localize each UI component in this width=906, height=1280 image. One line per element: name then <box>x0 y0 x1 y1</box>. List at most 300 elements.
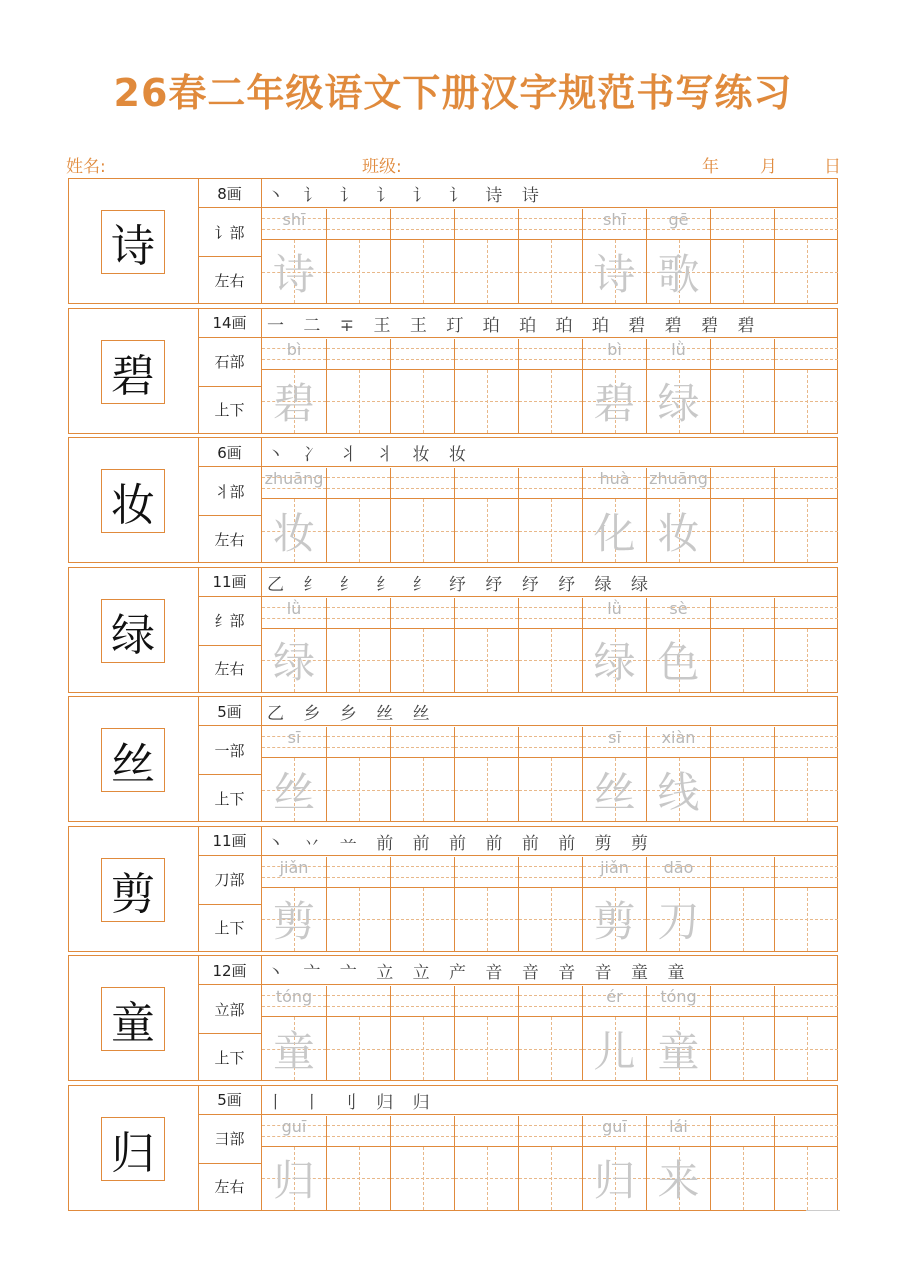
pinyin-text: bì <box>607 339 622 359</box>
tian-grid <box>262 1016 326 1080</box>
writing-cell[interactable] <box>518 986 582 1080</box>
writing-cell[interactable] <box>582 986 646 1080</box>
stroke-order: 丶 冫 丬 丬 妆 妆 <box>267 445 474 465</box>
writing-cell[interactable] <box>454 986 518 1080</box>
trace-character: 化 <box>593 508 636 558</box>
pinyin-text: shī <box>282 210 306 229</box>
tian-grid <box>647 1146 710 1210</box>
pinyin-guide <box>711 598 774 628</box>
writing-cell[interactable] <box>774 1116 838 1210</box>
pinyin-guide <box>327 598 390 628</box>
writing-cells <box>262 598 837 692</box>
pinyin-guide <box>262 468 326 498</box>
pinyin-text: sè <box>669 598 688 618</box>
writing-cell[interactable] <box>646 727 710 821</box>
tian-grid <box>262 1146 326 1210</box>
trace-character <box>327 1017 390 1080</box>
model-character: 诗 <box>101 210 165 274</box>
pinyin-guide <box>391 598 454 628</box>
char-block <box>68 308 838 434</box>
tian-grid <box>327 498 390 562</box>
pinyin-text: huà <box>599 469 630 488</box>
stroke-order: 乙 乡 乡 丝 丝 <box>267 704 437 724</box>
structure: 左右 <box>214 1178 245 1196</box>
pinyin-guide <box>519 209 582 239</box>
pinyin-guide <box>775 1116 838 1146</box>
stroke-count: 5画 <box>217 702 242 721</box>
writing-cell[interactable] <box>390 468 454 562</box>
stroke-count: 12画 <box>212 961 247 980</box>
trace-character: 妆 <box>272 508 315 558</box>
tian-grid <box>647 369 710 433</box>
writing-cells <box>262 727 837 821</box>
writing-cell[interactable] <box>518 1116 582 1210</box>
char-block <box>68 178 838 304</box>
pinyin-guide <box>391 1116 454 1146</box>
writing-cell[interactable] <box>518 339 582 433</box>
writing-cell[interactable] <box>262 1116 326 1210</box>
writing-cell[interactable] <box>710 727 774 821</box>
writing-cell[interactable] <box>710 857 774 951</box>
radical: 彐部 <box>214 1130 245 1148</box>
pinyin-guide <box>327 986 390 1016</box>
pinyin-guide <box>647 339 710 369</box>
writing-cells <box>262 986 837 1080</box>
char-block <box>68 955 838 1081</box>
trace-character <box>455 240 518 303</box>
writing-cell[interactable] <box>710 1116 774 1210</box>
pinyin-text: shī <box>603 210 626 229</box>
pinyin-guide <box>262 986 326 1016</box>
pinyin-guide <box>262 1116 326 1146</box>
divider <box>198 1114 837 1115</box>
pinyin-guide <box>455 209 518 239</box>
writing-cell[interactable] <box>326 727 390 821</box>
pinyin-guide <box>455 598 518 628</box>
pinyin-guide <box>262 727 326 757</box>
tian-grid <box>327 887 390 951</box>
tian-grid <box>647 887 710 951</box>
tian-grid <box>327 1146 390 1210</box>
trace-character: 诗 <box>593 249 636 299</box>
pinyin-guide <box>775 727 838 757</box>
radical: 刀部 <box>214 871 245 889</box>
tian-grid <box>775 1146 838 1210</box>
writing-cell[interactable] <box>774 209 838 303</box>
structure: 上下 <box>214 1048 245 1067</box>
writing-cell[interactable] <box>262 857 326 951</box>
trace-character: 碧 <box>593 379 636 428</box>
radical: 一部 <box>214 741 245 760</box>
trace-character <box>455 888 518 951</box>
writing-cell[interactable] <box>326 468 390 562</box>
writing-cell[interactable] <box>582 339 646 433</box>
pinyin-guide <box>391 339 454 369</box>
pinyin-guide <box>775 986 838 1016</box>
writing-cells <box>262 468 837 562</box>
trace-character: 刀 <box>657 897 700 946</box>
tian-grid <box>391 498 454 562</box>
char-block <box>68 567 838 693</box>
pinyin-guide <box>391 727 454 757</box>
pinyin-guide <box>647 598 710 628</box>
structure: 左右 <box>214 271 245 290</box>
trace-character <box>519 1017 582 1080</box>
trace-character: 丝 <box>272 767 315 817</box>
tian-grid <box>327 369 390 433</box>
pinyin-guide <box>583 468 646 498</box>
writing-cell[interactable] <box>454 468 518 562</box>
divider <box>198 207 837 208</box>
writing-cell[interactable] <box>262 598 326 692</box>
stroke-order: 丶 讠 讠 讠 讠 讠 诗 诗 <box>267 186 546 206</box>
trace-character <box>711 499 774 562</box>
trace-character: 歌 <box>657 249 700 299</box>
tian-grid <box>583 369 646 433</box>
writing-cells <box>262 339 837 433</box>
writing-cell[interactable] <box>326 339 390 433</box>
pinyin-guide <box>455 468 518 498</box>
tian-grid <box>455 887 518 951</box>
trace-character <box>455 758 518 821</box>
tian-grid <box>583 1146 646 1210</box>
pinyin-guide <box>519 986 582 1016</box>
tian-grid <box>711 498 774 562</box>
radical: 讠部 <box>214 223 245 242</box>
trace-character <box>391 888 454 951</box>
trace-character <box>391 499 454 562</box>
tian-grid <box>391 239 454 303</box>
writing-cell[interactable] <box>390 857 454 951</box>
pinyin-guide <box>262 209 326 239</box>
writing-cell[interactable] <box>582 857 646 951</box>
tian-grid <box>583 239 646 303</box>
writing-cell[interactable] <box>454 1116 518 1210</box>
tian-grid <box>775 239 838 303</box>
tian-grid <box>262 757 326 821</box>
divider <box>198 337 837 338</box>
writing-cell[interactable] <box>710 339 774 433</box>
writing-cell[interactable] <box>582 209 646 303</box>
trace-character: 归 <box>272 1156 315 1205</box>
class-label: 班级: <box>362 157 402 177</box>
pinyin-text: jiǎn <box>600 857 629 877</box>
radical: 立部 <box>214 1000 245 1019</box>
trace-character <box>711 1017 774 1080</box>
pinyin-guide <box>775 598 838 628</box>
writing-cell[interactable] <box>262 209 326 303</box>
page-title: 26春二年级语文下册汉字规范书写练习 <box>113 71 793 115</box>
writing-cell[interactable] <box>262 727 326 821</box>
structure: 上下 <box>214 919 245 937</box>
writing-cell[interactable] <box>262 986 326 1080</box>
writing-cell[interactable] <box>710 598 774 692</box>
trace-character <box>519 758 582 821</box>
pinyin-guide <box>391 468 454 498</box>
stroke-count: 11画 <box>212 832 247 850</box>
divider <box>198 984 837 985</box>
pinyin-text: bì <box>286 339 302 359</box>
writing-cell[interactable] <box>646 598 710 692</box>
writing-cell[interactable] <box>326 598 390 692</box>
writing-cell[interactable] <box>390 727 454 821</box>
writing-cell[interactable] <box>774 986 838 1080</box>
stroke-count: 8画 <box>217 184 242 203</box>
writing-cell[interactable] <box>390 339 454 433</box>
tian-grid <box>455 1146 518 1210</box>
writing-cell[interactable] <box>646 857 710 951</box>
writing-cell[interactable] <box>326 1116 390 1210</box>
tian-grid <box>391 1146 454 1210</box>
writing-cell[interactable] <box>710 209 774 303</box>
tian-grid <box>519 498 582 562</box>
tian-grid <box>775 498 838 562</box>
writing-cell[interactable] <box>454 857 518 951</box>
writing-cell[interactable] <box>646 1116 710 1210</box>
pinyin-text: gē <box>668 210 689 229</box>
trace-character <box>327 758 390 821</box>
pinyin-guide <box>711 986 774 1016</box>
tian-grid <box>391 1016 454 1080</box>
pinyin-guide <box>262 339 326 369</box>
stroke-order: 丶 丷 䒑 前 前 前 前 前 前 剪 剪 <box>267 833 656 854</box>
pinyin-guide <box>327 857 390 887</box>
pinyin-guide <box>583 209 646 239</box>
tian-grid <box>327 628 390 692</box>
pinyin-guide <box>583 1116 646 1146</box>
writing-cell[interactable] <box>326 209 390 303</box>
tian-grid <box>775 1016 838 1080</box>
pinyin-guide <box>519 857 582 887</box>
writing-cell[interactable] <box>646 209 710 303</box>
pinyin-guide <box>391 857 454 887</box>
pinyin-guide <box>711 857 774 887</box>
writing-cell[interactable] <box>262 339 326 433</box>
writing-cell[interactable] <box>774 339 838 433</box>
writing-cell[interactable] <box>582 1116 646 1210</box>
trace-character <box>775 758 838 821</box>
writing-cell[interactable] <box>518 598 582 692</box>
pinyin-guide <box>583 857 646 887</box>
pinyin-guide <box>711 339 774 369</box>
pinyin-text: zhuāng <box>264 469 324 488</box>
writing-cell[interactable] <box>518 857 582 951</box>
writing-cell[interactable] <box>710 986 774 1080</box>
pinyin-guide <box>583 986 646 1016</box>
trace-character: 绿 <box>593 638 636 687</box>
trace-character <box>519 888 582 951</box>
trace-character: 线 <box>657 767 700 817</box>
writing-cell[interactable] <box>390 209 454 303</box>
writing-cell[interactable] <box>646 468 710 562</box>
trace-character <box>455 499 518 562</box>
tian-grid <box>262 628 326 692</box>
pinyin-guide <box>711 468 774 498</box>
tian-grid <box>519 757 582 821</box>
tian-grid <box>262 498 326 562</box>
tian-grid <box>519 1146 582 1210</box>
stroke-count: 11画 <box>212 573 247 591</box>
writing-cell[interactable] <box>518 209 582 303</box>
pinyin-guide <box>775 339 838 369</box>
writing-cell[interactable] <box>646 986 710 1080</box>
divider <box>198 596 837 597</box>
pinyin-guide <box>519 468 582 498</box>
char-block <box>68 1085 838 1211</box>
pinyin-guide <box>327 468 390 498</box>
pinyin-guide <box>391 986 454 1016</box>
trace-character <box>391 1017 454 1080</box>
pinyin-text: lǜ <box>286 598 302 618</box>
pinyin-guide <box>519 727 582 757</box>
tian-grid <box>775 628 838 692</box>
stroke-order: 一 二 ∓ 王 王 玎 珀 珀 珀 珀 碧 碧 碧 碧 <box>267 315 762 336</box>
tian-grid <box>583 887 646 951</box>
trace-character: 色 <box>657 638 700 687</box>
pinyin-text: guī <box>281 1116 307 1136</box>
pinyin-guide <box>711 1116 774 1146</box>
writing-cell[interactable] <box>390 598 454 692</box>
tian-grid <box>583 628 646 692</box>
pinyin-text: guī <box>602 1116 627 1136</box>
pinyin-guide <box>583 598 646 628</box>
tian-grid <box>519 1016 582 1080</box>
pinyin-text: xiàn <box>661 728 696 747</box>
stroke-order: 乙 纟 纟 纟 纟 纾 纾 纾 纾 绿 绿 <box>267 574 656 595</box>
trace-character <box>327 888 390 951</box>
radical: 石部 <box>214 353 245 371</box>
tian-grid <box>519 239 582 303</box>
month-label: 月 <box>760 157 777 177</box>
pinyin-guide <box>775 209 838 239</box>
writing-cell[interactable] <box>582 598 646 692</box>
writing-cell[interactable] <box>454 209 518 303</box>
tian-grid <box>391 887 454 951</box>
writing-cell[interactable] <box>326 986 390 1080</box>
trace-character: 童 <box>272 1026 315 1076</box>
trace-character <box>775 1017 838 1080</box>
writing-cell[interactable] <box>518 468 582 562</box>
trace-character <box>775 888 838 951</box>
stroke-order: 丶 亠 亠 立 立 产 音 音 音 音 童 童 <box>267 963 692 983</box>
year-label: 年 <box>702 157 719 177</box>
trace-character: 剪 <box>593 897 636 946</box>
tian-grid <box>455 498 518 562</box>
trace-character <box>391 1147 454 1210</box>
pinyin-guide <box>327 209 390 239</box>
pinyin-guide <box>455 1116 518 1146</box>
pinyin-text: sī <box>608 728 621 747</box>
writing-cells <box>262 209 837 303</box>
tian-grid <box>455 239 518 303</box>
trace-character <box>391 629 454 692</box>
trace-character <box>455 370 518 433</box>
pinyin-guide <box>647 1116 710 1146</box>
writing-cell[interactable] <box>390 986 454 1080</box>
pinyin-guide <box>455 986 518 1016</box>
tian-grid <box>583 1016 646 1080</box>
writing-cell[interactable] <box>454 339 518 433</box>
writing-cell[interactable] <box>774 857 838 951</box>
tian-grid <box>647 1016 710 1080</box>
tian-grid <box>647 498 710 562</box>
trace-character: 丝 <box>593 767 636 817</box>
writing-cell[interactable] <box>582 468 646 562</box>
pinyin-guide <box>455 857 518 887</box>
trace-character <box>711 240 774 303</box>
pinyin-guide <box>327 1116 390 1146</box>
trace-character <box>519 499 582 562</box>
char-block <box>68 696 838 822</box>
trace-character <box>711 370 774 433</box>
writing-cell[interactable] <box>518 727 582 821</box>
char-block <box>68 437 838 563</box>
writing-cell[interactable] <box>390 1116 454 1210</box>
tian-grid <box>391 628 454 692</box>
trace-character: 绿 <box>657 379 700 428</box>
pinyin-text: dāo <box>663 857 694 877</box>
trace-character <box>391 240 454 303</box>
tian-grid <box>711 1016 774 1080</box>
trace-character <box>519 370 582 433</box>
trace-character <box>327 499 390 562</box>
page-corner-mark <box>806 1210 840 1212</box>
writing-cell[interactable] <box>774 727 838 821</box>
trace-character: 剪 <box>272 897 315 946</box>
tian-grid <box>455 1016 518 1080</box>
writing-cell[interactable] <box>646 339 710 433</box>
tian-grid <box>519 628 582 692</box>
writing-cell[interactable] <box>582 727 646 821</box>
pinyin-text: sī <box>287 728 301 747</box>
writing-cell[interactable] <box>774 598 838 692</box>
tian-grid <box>775 369 838 433</box>
trace-character <box>391 370 454 433</box>
pinyin-guide <box>647 727 710 757</box>
trace-character <box>327 1147 390 1210</box>
pinyin-guide <box>519 339 582 369</box>
tian-grid <box>327 1016 390 1080</box>
model-character: 绿 <box>101 599 165 663</box>
pinyin-guide <box>711 727 774 757</box>
tian-grid <box>647 757 710 821</box>
tian-grid <box>391 757 454 821</box>
pinyin-guide <box>455 339 518 369</box>
tian-grid <box>327 239 390 303</box>
trace-character <box>711 758 774 821</box>
radical: 纟部 <box>214 612 245 630</box>
tian-grid <box>519 887 582 951</box>
trace-character: 儿 <box>593 1026 636 1076</box>
trace-character: 绿 <box>272 638 315 687</box>
char-block <box>68 826 838 952</box>
structure: 左右 <box>214 530 245 549</box>
writing-cell[interactable] <box>774 468 838 562</box>
trace-character <box>775 499 838 562</box>
writing-cell[interactable] <box>326 857 390 951</box>
writing-cell[interactable] <box>454 598 518 692</box>
pinyin-guide <box>647 986 710 1016</box>
trace-character <box>455 629 518 692</box>
writing-cell[interactable] <box>454 727 518 821</box>
writing-cells <box>262 857 837 951</box>
writing-cell[interactable] <box>710 468 774 562</box>
pinyin-guide <box>647 209 710 239</box>
tian-grid <box>583 757 646 821</box>
pinyin-text: tóng <box>275 987 313 1006</box>
writing-cell[interactable] <box>262 468 326 562</box>
pinyin-guide <box>647 857 710 887</box>
